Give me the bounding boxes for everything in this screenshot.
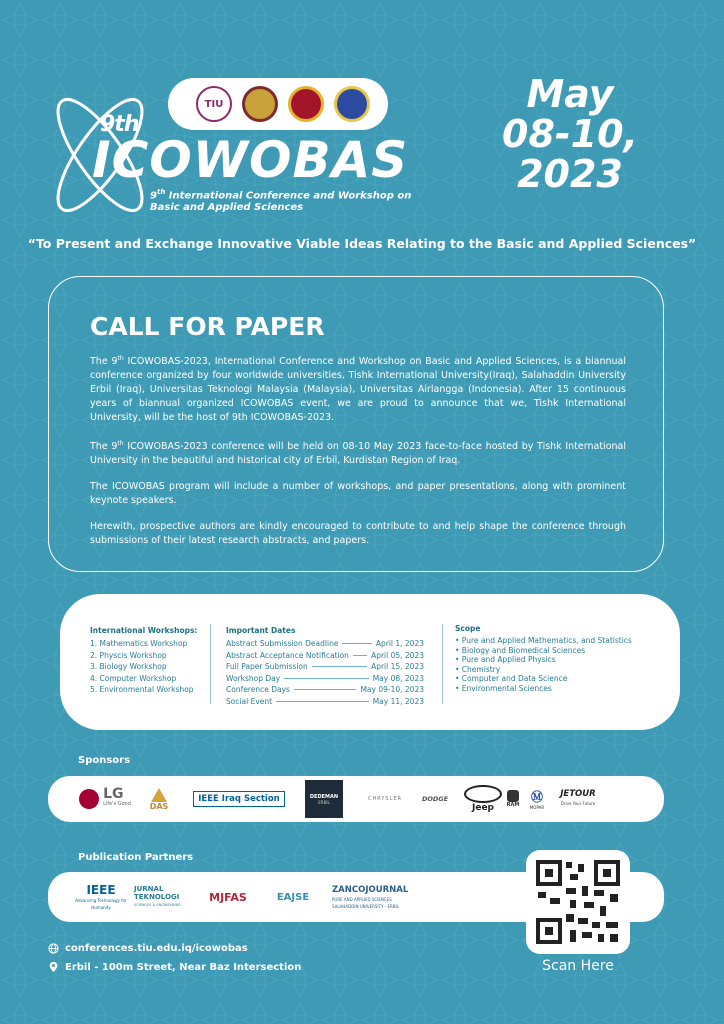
- zanco-journal-logo: ZANCOJOURNAL PURE AND APPLIED SCIENCES SALAHADDIN UNIVERSITY - ERBIL: [332, 884, 409, 909]
- sponsors-title: Sponsors: [78, 755, 131, 766]
- website-link[interactable]: conferences.tiu.edu.iq/icowobas: [65, 943, 248, 954]
- dodge-logo: DODGE: [421, 795, 449, 803]
- tiu-logo: TIU: [196, 86, 232, 122]
- date-row: Conference Days May 09-10, 2023: [226, 685, 424, 694]
- airlangga-seal: [334, 86, 370, 122]
- ieee-logo: IEEE Advancing Technology for Humanity: [75, 883, 127, 910]
- workshops-column: [90, 626, 197, 696]
- chrysler-logo: CHRYSLER: [367, 796, 403, 802]
- workshop-item: 3. Biology Workshop: [90, 662, 167, 671]
- date-row: Abstract Acceptance Notification April 05, 2023: [226, 650, 424, 660]
- important-dates-column: [226, 626, 424, 707]
- dedeman-logo: DEDEMAN ERBIL: [304, 776, 344, 822]
- jetour-logo: JETOUR Drive Your Future: [560, 789, 596, 806]
- ram-head-icon: [507, 790, 519, 802]
- mopar-logo: Ⓜ MOPAR: [529, 790, 545, 810]
- scope-item: • Computer and Data Science: [455, 674, 568, 683]
- scope-item: • Pure and Applied Physics: [455, 655, 556, 664]
- scope-item: • Pure and Applied Mathematics, and Statistics: [455, 636, 632, 645]
- call-for-paper-title: CALL FOR PAPER: [90, 312, 325, 341]
- scope-column: [442, 624, 632, 704]
- das-triangle-icon: [151, 788, 167, 802]
- salahaddin-university-seal: [242, 86, 278, 122]
- workshop-item: 2. Physcis Workshop: [90, 650, 167, 660]
- cfp-paragraph-3: The ICOWOBAS program will include a number of workshops, and paper presentations, along with prominent keynote speakers.: [90, 481, 626, 507]
- conference-info-box: [60, 594, 680, 730]
- qr-code[interactable]: [526, 850, 630, 954]
- date-row: Abstract Submission Deadline April 1, 2023: [226, 639, 424, 648]
- mopar-m-icon: Ⓜ: [530, 790, 543, 804]
- date-row: Workshop Day May 08, 2023: [226, 673, 424, 683]
- jurnal-teknologi-logo: JURNAL TEKNOLOGI SCIENCES & ENGINEERING: [134, 885, 181, 907]
- tagline: “To Present and Exchange Innovative Viable Ideas Relating to the Basic and Applied Sciences”: [27, 236, 697, 251]
- conference-acronym: ICOWOBAS: [92, 131, 409, 189]
- workshop-item: 1. Mathematics Workshop: [90, 639, 188, 648]
- mjfas-logo: MJFAS: [209, 890, 247, 904]
- scan-here-label: Scan Here: [542, 958, 614, 974]
- jeep-logo: Jeep: [460, 776, 506, 822]
- website-row[interactable]: [48, 943, 248, 954]
- scope-title: Scope: [455, 624, 481, 633]
- university-logos: [168, 78, 388, 130]
- fca-emblem-icon: [464, 785, 502, 803]
- cfp-paragraph-2: The 9th ICOWOBAS-2023 conference will be held on 08-10 May 2023 face-to-face hosted by Tishk International University in the beautiful and historical city of Erbil, Kurdistan Region of Iraq.: [90, 440, 626, 467]
- ram-logo: RAM: [500, 776, 526, 822]
- workshops-title: International Workshops:: [90, 626, 198, 635]
- address-text: Erbil - 100m Street, Near Baz Intersection: [65, 961, 302, 973]
- eajse-logo: EAJSE: [276, 891, 310, 903]
- date-row: Social Event May 11, 2023: [226, 696, 424, 706]
- lg-logo: LG Life's Good: [76, 776, 134, 822]
- utm-seal: [288, 86, 324, 122]
- cfp-paragraph-1: The 9th ICOWOBAS-2023, International Conference and Workshop on Basic and Applied Sciences, is a biannual conference organized by four worldwide universities, Tishk International University(Iraq), Salahaddin University Erbil (Iraq), Universitas Teknologi Malaysia (Malaysia), Universitas Airlangga (Indonesia). After 15 continuous years of biannual organized ICOWOBAS event, we are proud to announce that we, Tishk International University, will be the host of 9th ICOWOBAS-2023.: [90, 355, 626, 424]
- publication-partners-title: Publication Partners: [78, 852, 194, 863]
- scope-item: • Environmental Sciences: [455, 683, 552, 693]
- ieee-iraq-logo: IEEE Iraq Section: [190, 776, 288, 822]
- scope-item: • Chemistry: [455, 664, 501, 674]
- address-row: [48, 961, 301, 973]
- scope-item: • Biology and Biomedical Sciences: [455, 645, 586, 655]
- cfp-paragraph-4: Herewith, prospective authors are kindly encouraged to contribute to and help shape the conference through submissions of their latest research abstracts, and papers.: [90, 521, 626, 547]
- edition-label: 9th: [100, 112, 139, 137]
- conference-subtitle: 9th International Conference and Workshop on Basic and Applied Sciences: [150, 188, 412, 214]
- globe-icon: [48, 943, 59, 954]
- qr-code-icon: [526, 850, 630, 954]
- call-for-paper-body: [90, 352, 626, 560]
- sponsors-strip: [48, 776, 664, 822]
- conference-date: May 08-10, 2023: [502, 72, 638, 196]
- column-divider: [210, 624, 211, 704]
- important-dates-title: Important Dates: [226, 626, 296, 635]
- date-row: Full Paper Submission April 15, 2023: [226, 662, 424, 671]
- workshop-item: 5. Environmental Workshop: [90, 685, 194, 694]
- workshop-item: 4. Computer Workshop: [90, 673, 177, 683]
- location-pin-icon: [48, 961, 59, 973]
- lg-circle-icon: [79, 789, 99, 809]
- das-logo: DAS: [144, 776, 174, 822]
